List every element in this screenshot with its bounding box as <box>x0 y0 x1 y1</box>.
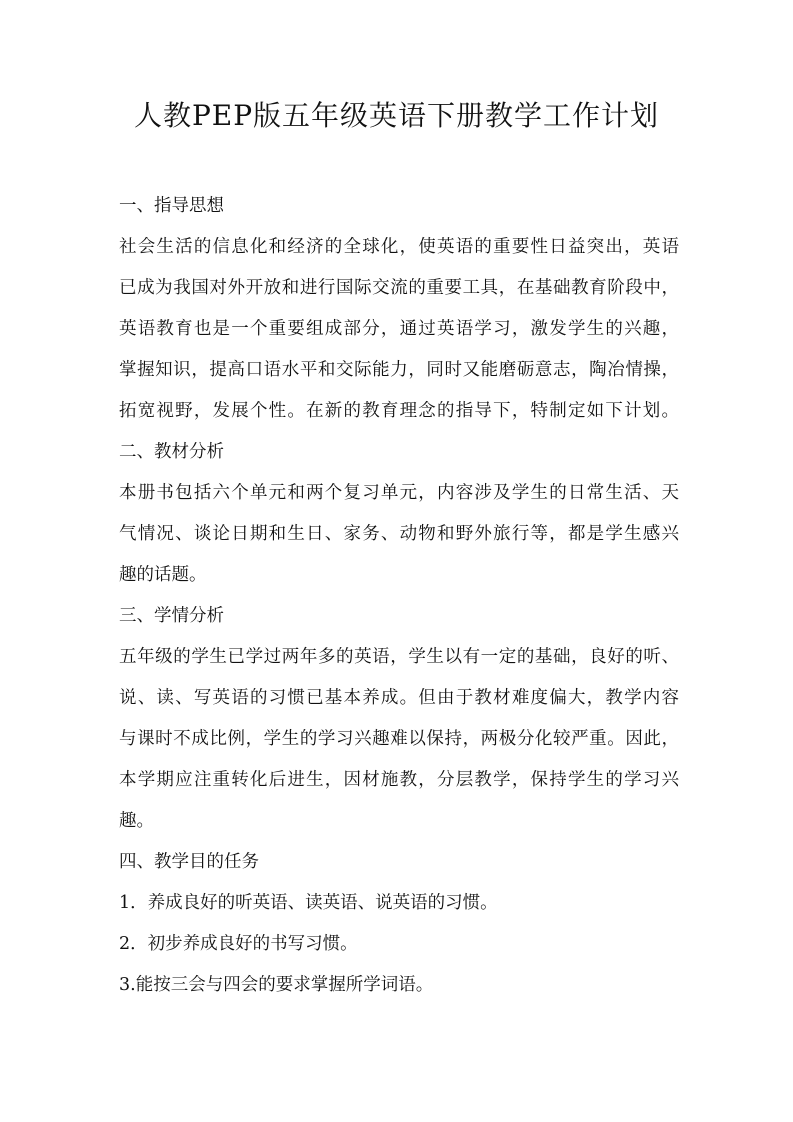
section-heading-student-analysis: 三、学情分析 <box>119 606 224 626</box>
paragraph-line: 与课时不成比例，学生的学习兴趣难以保持，两极分化较严重。因此， <box>119 729 679 749</box>
document-body <box>119 186 679 1006</box>
document-title: 人教PEP版五年级英语下册教学工作计划 <box>133 99 660 132</box>
paragraph-line: 已成为我国对外开放和进行国际交流的重要工具，在基础教育阶段中， <box>119 278 679 298</box>
paragraph-line: 掌握知识，提高口语水平和交际能力，同时又能磨砺意志，陶冶情操， <box>119 360 679 380</box>
list-item: 2．初步养成良好的书写习惯。 <box>119 934 358 954</box>
paragraph-line: 本册书包括六个单元和两个复习单元，内容涉及学生的日常生活、天 <box>119 483 679 503</box>
section-heading-teaching-objectives: 四、教学目的任务 <box>119 852 259 872</box>
paragraph-line: 气情况、谈论日期和生日、家务、动物和野外旅行等，都是学生感兴 <box>119 524 679 544</box>
paragraph-line: 英语教育也是一个重要组成部分，通过英语学习，激发学生的兴趣， <box>119 319 679 339</box>
paragraph-line: 本学期应注重转化后进生，因材施教，分层教学，保持学生的学习兴 <box>119 770 679 790</box>
paragraph-line: 趣的话题。 <box>119 565 207 585</box>
paragraph-line: 社会生活的信息化和经济的全球化，使英语的重要性日益突出，英语 <box>119 237 679 257</box>
paragraph-line: 五年级的学生已学过两年多的英语，学生以有一定的基础，良好的听、 <box>119 647 679 667</box>
list-item: 3.能按三会与四会的要求掌握所学词语。 <box>119 975 434 995</box>
section-heading-guiding-ideology: 一、指导思想 <box>119 196 224 216</box>
section-heading-textbook-analysis: 二、教材分析 <box>119 442 224 462</box>
list-item: 1．养成良好的听英语、读英语、说英语的习惯。 <box>119 893 498 913</box>
paragraph-line: 趣。 <box>119 811 154 831</box>
paragraph-line: 拓宽视野，发展个性。在新的教育理念的指导下，特制定如下计划。 <box>119 401 679 421</box>
paragraph-line: 说、读、写英语的习惯已基本养成。但由于教材难度偏大，教学内容 <box>119 688 679 708</box>
